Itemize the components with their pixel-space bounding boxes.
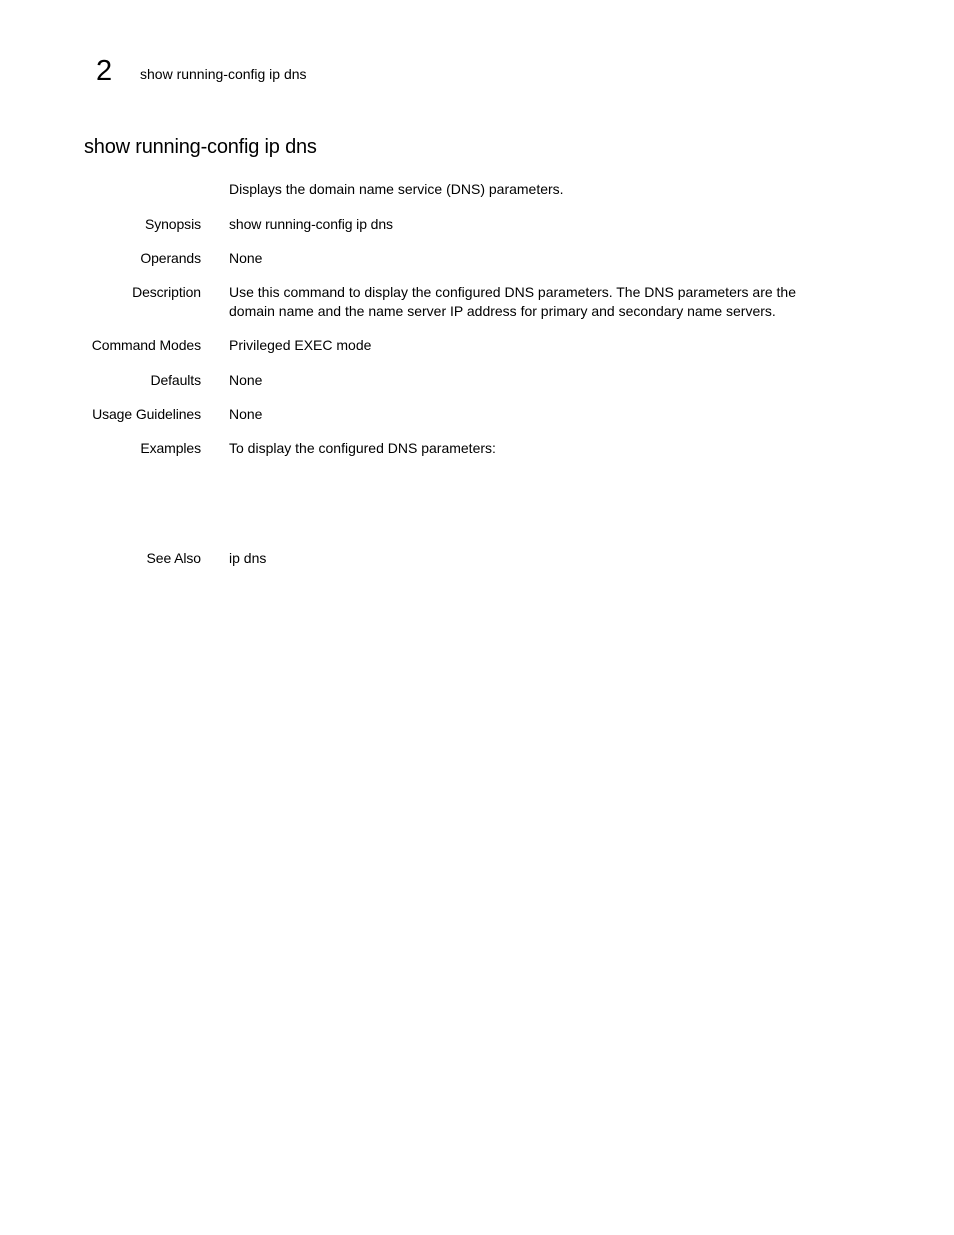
synopsis-label: Synopsis — [144, 216, 201, 232]
operands-value: None — [229, 250, 263, 266]
command-modes-value: Privileged EXEC mode — [229, 337, 372, 353]
summary-text: Displays the domain name service (DNS) parameters. — [229, 181, 564, 197]
page-title: show running-config ip dns — [84, 136, 317, 158]
usage-guidelines-label: Usage Guidelines — [92, 406, 201, 422]
examples-value: To display the configured DNS parameters: — [229, 440, 496, 456]
operands-label: Operands — [140, 250, 201, 266]
see-also-link[interactable]: ip dns — [229, 550, 267, 566]
synopsis-command: show running-config ip dns — [229, 216, 393, 232]
command-modes-label: Command Modes — [91, 337, 201, 353]
chapter-number: 2 — [96, 55, 113, 87]
see-also-label: See Also — [146, 550, 201, 566]
description-label: Description — [132, 284, 201, 300]
defaults-value: None — [229, 372, 263, 388]
examples-label: Examples — [140, 440, 201, 456]
defaults-label: Defaults — [150, 372, 201, 388]
usage-guidelines-value: None — [229, 406, 263, 422]
running-header: show running-config ip dns — [140, 66, 307, 82]
description-value: Use this command to display the configured DNS parameters. The DNS parameters are the domain name and the name server IP address for primary and secondary name servers. — [229, 284, 796, 319]
